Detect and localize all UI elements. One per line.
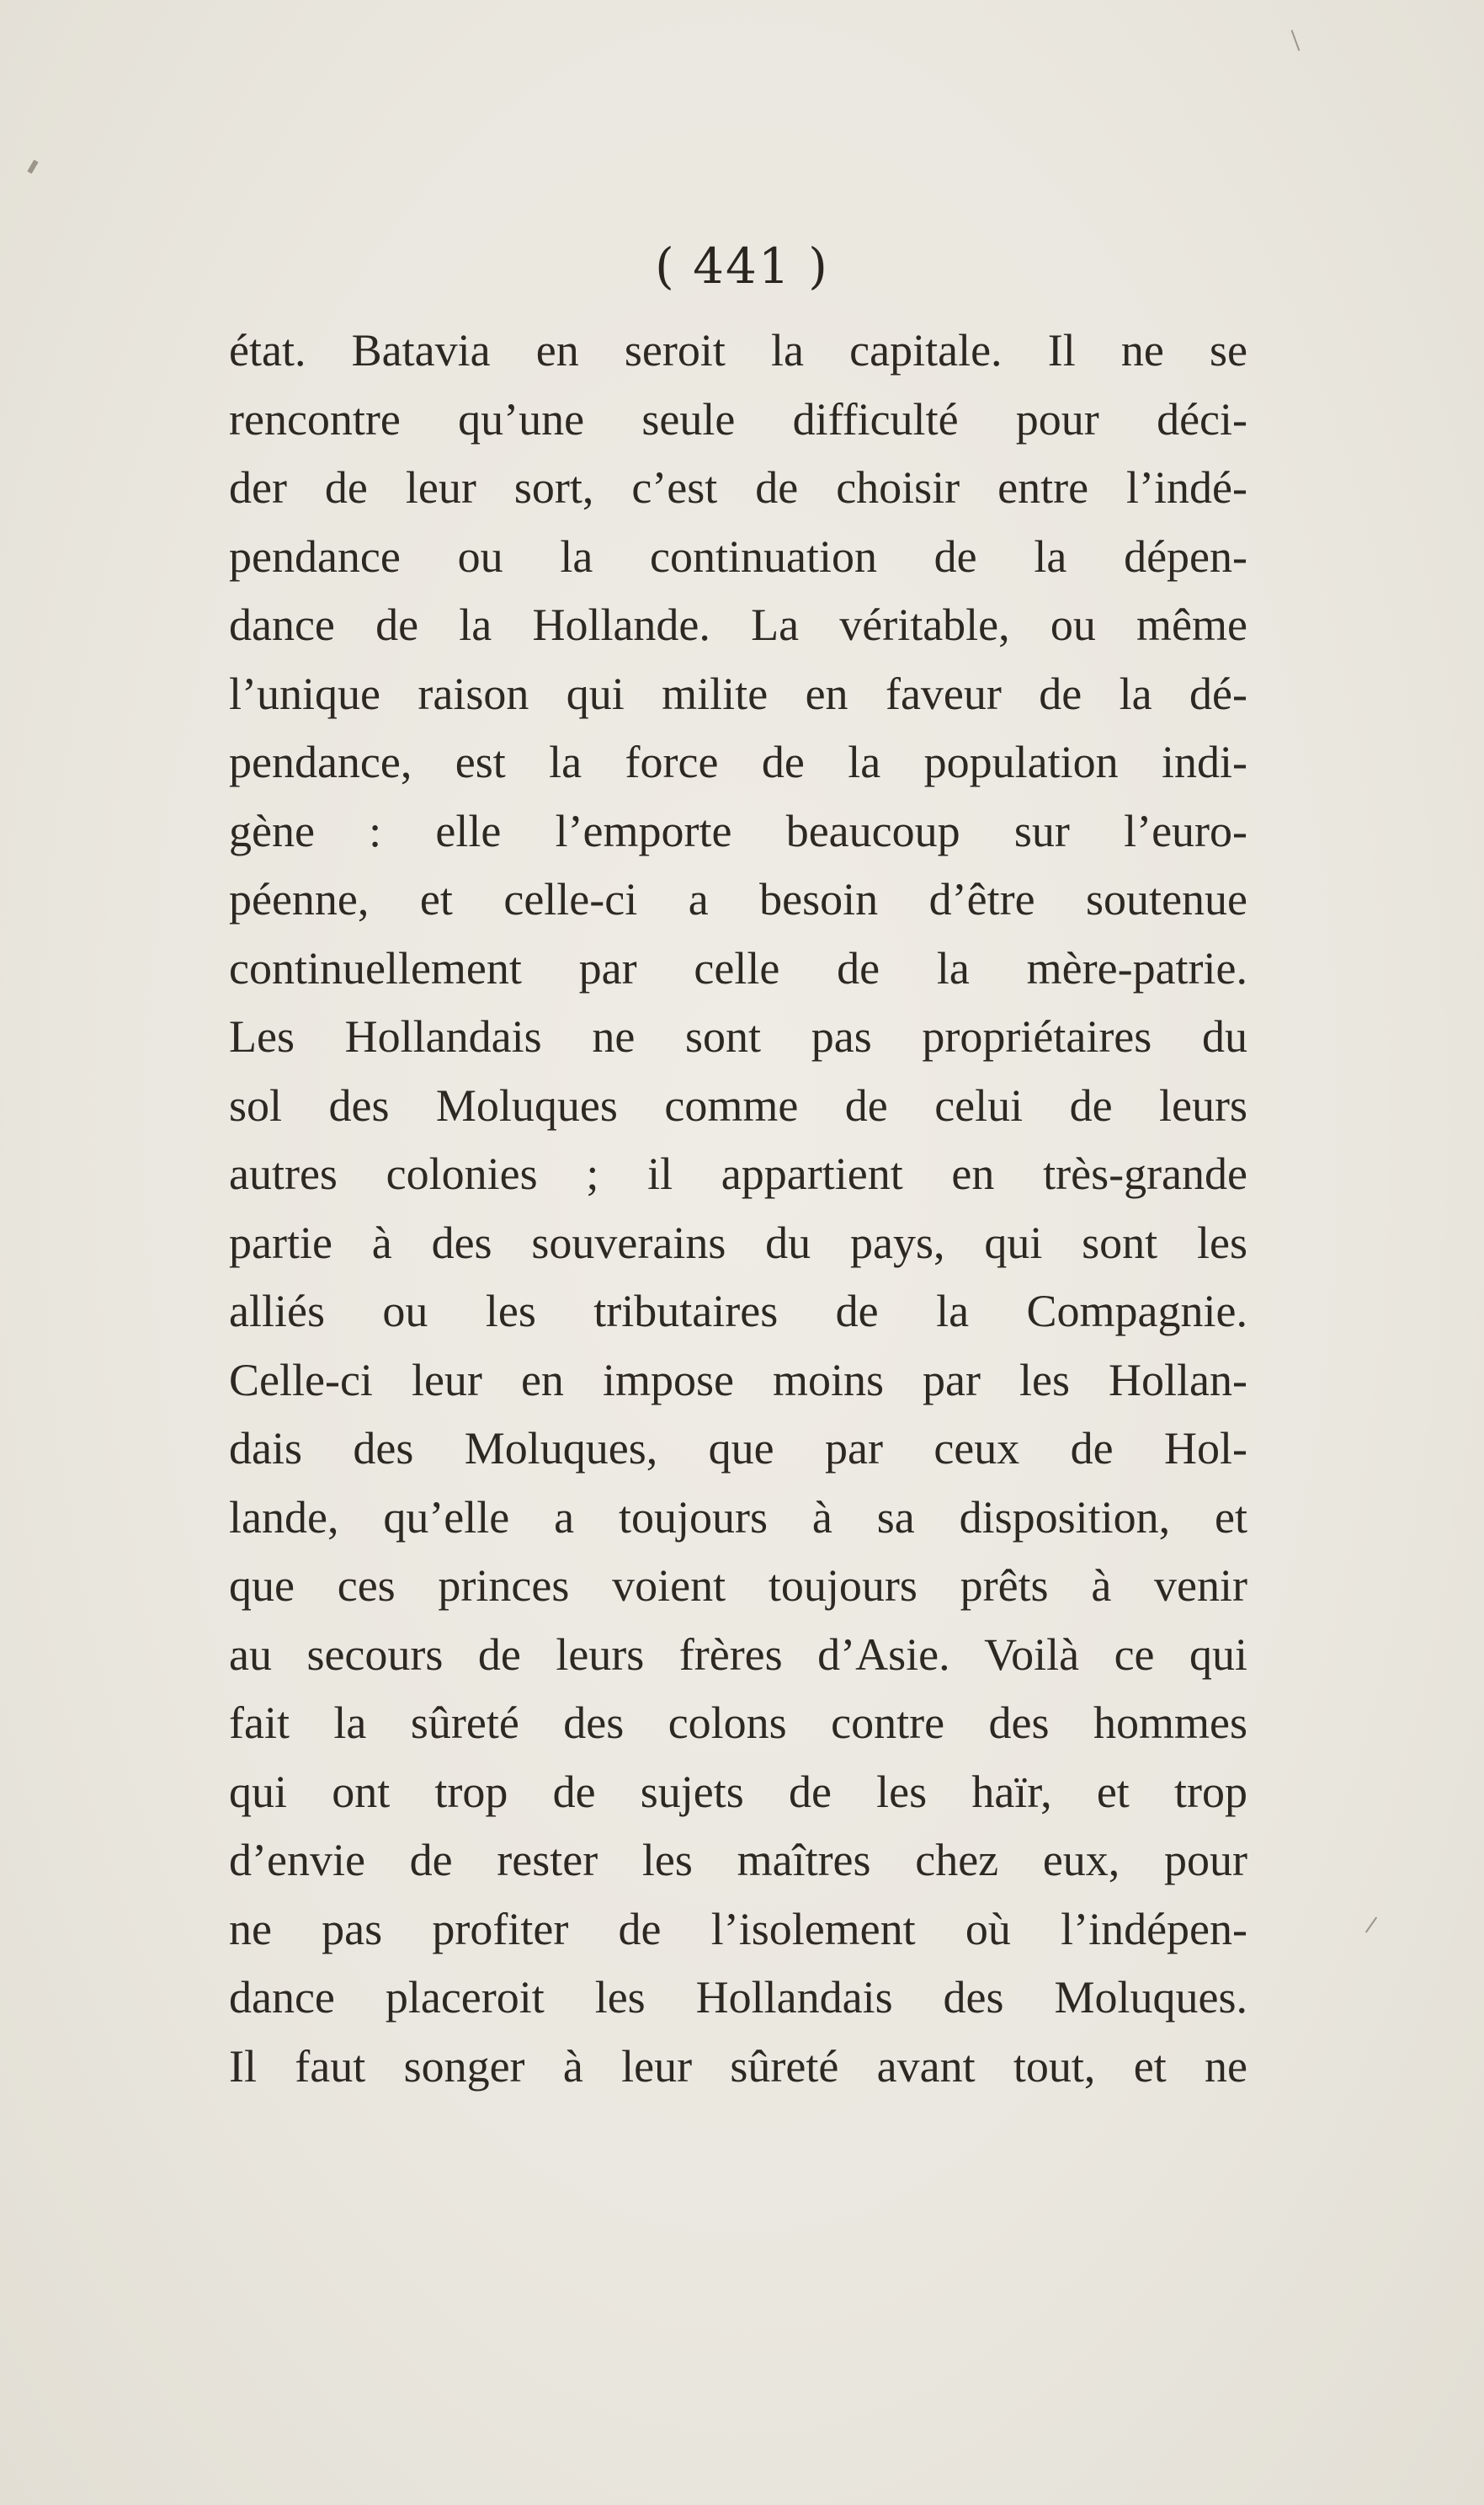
text-line: état. Batavia en seroit la capitale. Il ne se	[229, 325, 1247, 376]
text-line: d’envie de rester les maîtres chez eux, pour	[229, 1835, 1247, 1885]
margin-speck	[27, 160, 38, 174]
text-line: ne pas profiter de l’isolement où l’indépen-	[229, 1903, 1247, 1954]
text-line: l’unique raison qui milite en faveur de la dé-	[229, 668, 1247, 719]
text-line: autres colonies ; il appartient en très-grande	[229, 1149, 1247, 1199]
text-line: qui ont trop de sujets de les haïr, et trop	[229, 1766, 1247, 1817]
text-line: pendance, est la force de la population indi-	[229, 737, 1247, 787]
text-line: dance placeroit les Hollandais des Moluques.	[229, 1972, 1247, 2023]
text-line: dance de la Hollande. La véritable, ou même	[229, 600, 1247, 650]
text-line: Il faut songer à leur sûreté avant tout, et ne	[229, 2040, 1247, 2092]
body-text	[229, 317, 1247, 2101]
text-line: au secours de leurs frères d’Asie. Voilà ce qui	[229, 1628, 1247, 1680]
text-line: Les Hollandais ne sont pas propriétaires du	[229, 1011, 1247, 1062]
text-line: Celle-ci leur en impose moins par les Hollan-	[229, 1354, 1247, 1405]
text-line: alliés ou les tributaires de la Compagnie.	[229, 1286, 1247, 1336]
page-number-header: ( 441 )	[655, 237, 829, 295]
margin-speck	[1365, 1916, 1377, 1932]
text-line: continuellement par celle de la mère-patrie.	[229, 942, 1247, 994]
text-line: gène : elle l’emporte beaucoup sur l’euro-	[229, 805, 1247, 856]
text-line: sol des Moluques comme de celui de leurs	[229, 1079, 1247, 1131]
text-line: partie à des souverains du pays, qui sont les	[229, 1217, 1247, 1268]
text-line: pendance ou la continuation de la dépen-	[229, 530, 1247, 582]
text-line: péenne, et celle-ci a besoin d’être soutenue	[229, 874, 1247, 925]
text-line: dais des Moluques, que par ceux de Hol-	[229, 1423, 1247, 1474]
text-line: lande, qu’elle a toujours à sa disposition, et	[229, 1491, 1247, 1543]
text-line: que ces princes voient toujours prêts à venir	[229, 1560, 1247, 1611]
text-line: rencontre qu’une seule difficulté pour déci-	[229, 393, 1247, 445]
margin-speck	[1291, 29, 1300, 51]
text-line: fait la sûreté des colons contre des hommes	[229, 1698, 1247, 1748]
text-line: der de leur sort, c’est de choisir entre l’indé-	[229, 462, 1247, 513]
